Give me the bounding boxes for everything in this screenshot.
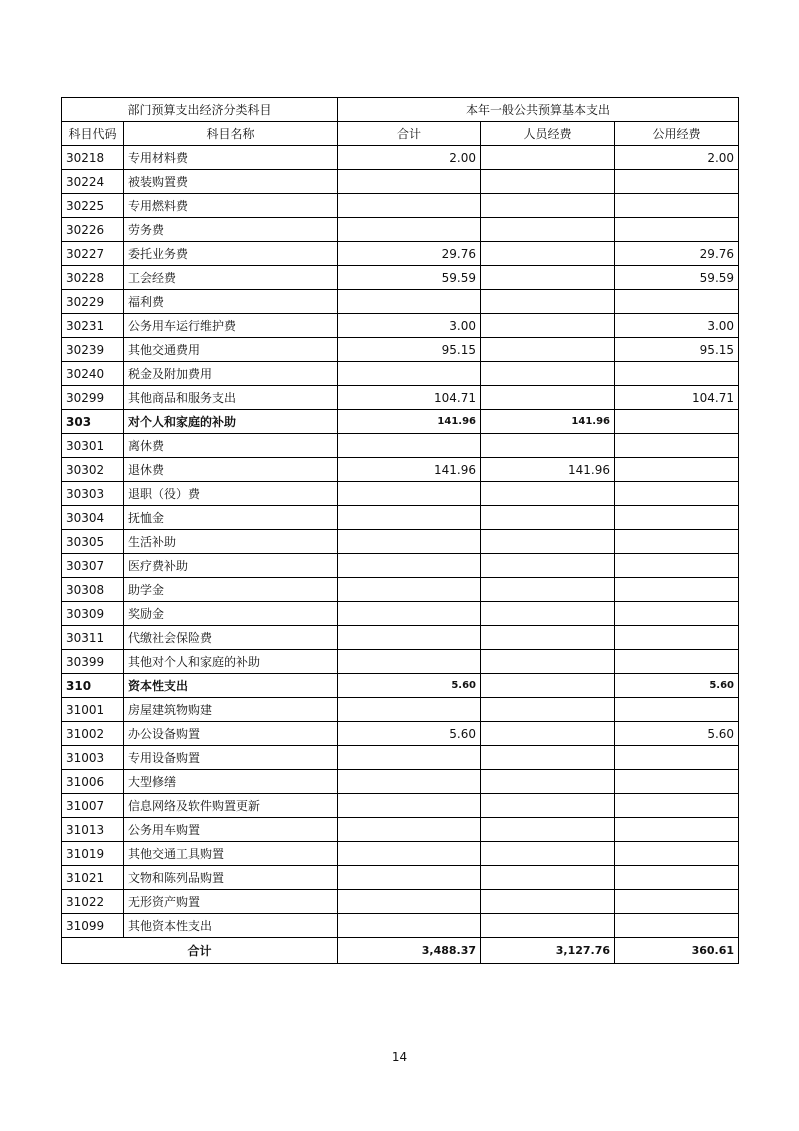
row-personnel	[481, 794, 615, 818]
row-total	[338, 626, 481, 650]
group-header-right: 本年一般公共预算基本支出	[338, 98, 739, 122]
row-name: 委托业务费	[124, 242, 338, 266]
row-public	[615, 410, 739, 434]
row-code: 31001	[62, 698, 124, 722]
table-body	[62, 146, 739, 938]
row-public	[615, 434, 739, 458]
row-name: 其他对个人和家庭的补助	[124, 650, 338, 674]
row-total	[338, 218, 481, 242]
table-row	[62, 794, 739, 818]
table-row	[62, 746, 739, 770]
row-personnel	[481, 194, 615, 218]
row-name: 退休费	[124, 458, 338, 482]
row-code: 30229	[62, 290, 124, 314]
row-name: 文物和陈列品购置	[124, 866, 338, 890]
row-public	[615, 578, 739, 602]
table-row	[62, 818, 739, 842]
table-row	[62, 266, 739, 290]
row-name: 专用设备购置	[124, 746, 338, 770]
row-total: 3.00	[338, 314, 481, 338]
table-row	[62, 602, 739, 626]
row-name: 公务用车运行维护费	[124, 314, 338, 338]
table-row	[62, 314, 739, 338]
row-code: 30218	[62, 146, 124, 170]
column-header-personnel: 人员经费	[481, 122, 615, 146]
row-public: 5.60	[615, 674, 739, 698]
row-code: 30304	[62, 506, 124, 530]
row-personnel	[481, 650, 615, 674]
row-personnel: 141.96	[481, 410, 615, 434]
row-code: 30305	[62, 530, 124, 554]
row-total	[338, 650, 481, 674]
row-total	[338, 602, 481, 626]
row-name: 房屋建筑物购建	[124, 698, 338, 722]
budget-table	[61, 97, 739, 964]
row-code: 310	[62, 674, 124, 698]
row-total	[338, 194, 481, 218]
row-total	[338, 578, 481, 602]
row-public: 5.60	[615, 722, 739, 746]
total-amount: 3,488.37	[338, 938, 481, 964]
table-column-header-row	[62, 122, 739, 146]
row-personnel	[481, 866, 615, 890]
row-public	[615, 290, 739, 314]
table-group-header-row	[62, 98, 739, 122]
row-personnel	[481, 554, 615, 578]
row-code: 31013	[62, 818, 124, 842]
row-total	[338, 170, 481, 194]
row-code: 31007	[62, 794, 124, 818]
table-row	[62, 170, 739, 194]
table-row	[62, 194, 739, 218]
table-row	[62, 290, 739, 314]
row-total	[338, 818, 481, 842]
row-code: 30311	[62, 626, 124, 650]
row-code: 30240	[62, 362, 124, 386]
row-personnel	[481, 674, 615, 698]
row-name: 专用材料费	[124, 146, 338, 170]
row-code: 30231	[62, 314, 124, 338]
column-header-public: 公用经费	[615, 122, 739, 146]
row-personnel	[481, 218, 615, 242]
row-personnel	[481, 386, 615, 410]
row-name: 其他商品和服务支出	[124, 386, 338, 410]
row-total	[338, 554, 481, 578]
row-code: 30239	[62, 338, 124, 362]
row-code: 30308	[62, 578, 124, 602]
row-public	[615, 770, 739, 794]
row-public	[615, 866, 739, 890]
row-total	[338, 746, 481, 770]
column-header-name: 科目名称	[124, 122, 338, 146]
row-name: 抚恤金	[124, 506, 338, 530]
row-total	[338, 698, 481, 722]
row-total	[338, 770, 481, 794]
table-row	[62, 554, 739, 578]
table-row	[62, 674, 739, 698]
row-public	[615, 650, 739, 674]
row-public	[615, 698, 739, 722]
row-code: 31021	[62, 866, 124, 890]
row-code: 31003	[62, 746, 124, 770]
row-name: 代缴社会保险费	[124, 626, 338, 650]
table-row	[62, 578, 739, 602]
row-code: 30226	[62, 218, 124, 242]
row-personnel	[481, 266, 615, 290]
table-row	[62, 362, 739, 386]
row-total: 141.96	[338, 458, 481, 482]
table-row	[62, 482, 739, 506]
table-total-row	[62, 938, 739, 964]
row-code: 303	[62, 410, 124, 434]
row-public	[615, 362, 739, 386]
row-personnel	[481, 506, 615, 530]
row-public	[615, 170, 739, 194]
row-personnel	[481, 818, 615, 842]
row-total	[338, 362, 481, 386]
total-public: 360.61	[615, 938, 739, 964]
row-personnel	[481, 362, 615, 386]
row-total	[338, 890, 481, 914]
row-public	[615, 194, 739, 218]
row-name: 税金及附加费用	[124, 362, 338, 386]
row-total	[338, 482, 481, 506]
row-name: 其他资本性支出	[124, 914, 338, 938]
row-public	[615, 506, 739, 530]
row-code: 31099	[62, 914, 124, 938]
column-header-code: 科目代码	[62, 122, 124, 146]
row-code: 31022	[62, 890, 124, 914]
row-public	[615, 482, 739, 506]
row-total: 141.96	[338, 410, 481, 434]
row-name: 其他交通工具购置	[124, 842, 338, 866]
row-code: 30227	[62, 242, 124, 266]
row-name: 其他交通费用	[124, 338, 338, 362]
row-code: 30302	[62, 458, 124, 482]
row-total: 104.71	[338, 386, 481, 410]
row-personnel	[481, 146, 615, 170]
row-public	[615, 914, 739, 938]
row-personnel: 141.96	[481, 458, 615, 482]
row-code: 31019	[62, 842, 124, 866]
row-public	[615, 554, 739, 578]
group-header-left: 部门预算支出经济分类科目	[62, 98, 338, 122]
row-public	[615, 818, 739, 842]
row-name: 奖励金	[124, 602, 338, 626]
row-personnel	[481, 290, 615, 314]
page-number: 14	[391, 1050, 408, 1064]
row-personnel	[481, 770, 615, 794]
row-public: 3.00	[615, 314, 739, 338]
table-row	[62, 914, 739, 938]
row-personnel	[481, 602, 615, 626]
row-name: 福利费	[124, 290, 338, 314]
row-total	[338, 434, 481, 458]
row-personnel	[481, 242, 615, 266]
row-personnel	[481, 914, 615, 938]
total-label: 合计	[62, 938, 338, 964]
row-public	[615, 458, 739, 482]
total-personnel: 3,127.76	[481, 938, 615, 964]
table-row	[62, 890, 739, 914]
table-row	[62, 650, 739, 674]
row-public: 2.00	[615, 146, 739, 170]
row-public	[615, 626, 739, 650]
table-row	[62, 626, 739, 650]
row-personnel	[481, 314, 615, 338]
table-row	[62, 698, 739, 722]
row-public	[615, 890, 739, 914]
table-row	[62, 722, 739, 746]
row-name: 专用燃料费	[124, 194, 338, 218]
row-total	[338, 866, 481, 890]
row-name: 离休费	[124, 434, 338, 458]
row-name: 被装购置费	[124, 170, 338, 194]
row-total	[338, 290, 481, 314]
row-total	[338, 794, 481, 818]
table-row	[62, 770, 739, 794]
row-personnel	[481, 338, 615, 362]
row-personnel	[481, 578, 615, 602]
row-total: 95.15	[338, 338, 481, 362]
row-public: 29.76	[615, 242, 739, 266]
row-personnel	[481, 746, 615, 770]
column-header-total: 合计	[338, 122, 481, 146]
row-code: 31006	[62, 770, 124, 794]
row-name: 信息网络及软件购置更新	[124, 794, 338, 818]
row-name: 大型修缮	[124, 770, 338, 794]
row-public	[615, 842, 739, 866]
row-name: 退职（役）费	[124, 482, 338, 506]
row-total	[338, 842, 481, 866]
row-code: 31002	[62, 722, 124, 746]
row-personnel	[481, 170, 615, 194]
row-public: 104.71	[615, 386, 739, 410]
row-total: 5.60	[338, 722, 481, 746]
row-public: 59.59	[615, 266, 739, 290]
row-name: 劳务费	[124, 218, 338, 242]
row-total: 59.59	[338, 266, 481, 290]
row-code: 30309	[62, 602, 124, 626]
row-total: 29.76	[338, 242, 481, 266]
row-code: 30224	[62, 170, 124, 194]
table-row	[62, 410, 739, 434]
table-row	[62, 434, 739, 458]
row-personnel	[481, 842, 615, 866]
row-public: 95.15	[615, 338, 739, 362]
row-name: 医疗费补助	[124, 554, 338, 578]
row-name: 资本性支出	[124, 674, 338, 698]
table-row	[62, 530, 739, 554]
row-public	[615, 530, 739, 554]
row-personnel	[481, 482, 615, 506]
row-name: 助学金	[124, 578, 338, 602]
table-row	[62, 506, 739, 530]
row-code: 30307	[62, 554, 124, 578]
row-code: 30301	[62, 434, 124, 458]
row-code: 30225	[62, 194, 124, 218]
row-name: 工会经费	[124, 266, 338, 290]
row-public	[615, 746, 739, 770]
row-name: 对个人和家庭的补助	[124, 410, 338, 434]
row-total: 2.00	[338, 146, 481, 170]
table-row	[62, 842, 739, 866]
table-row	[62, 218, 739, 242]
row-public	[615, 602, 739, 626]
row-name: 办公设备购置	[124, 722, 338, 746]
table-row	[62, 458, 739, 482]
row-personnel	[481, 722, 615, 746]
row-personnel	[481, 530, 615, 554]
row-public	[615, 794, 739, 818]
row-code: 30399	[62, 650, 124, 674]
row-personnel	[481, 626, 615, 650]
row-name: 公务用车购置	[124, 818, 338, 842]
row-name: 无形资产购置	[124, 890, 338, 914]
row-name: 生活补助	[124, 530, 338, 554]
row-personnel	[481, 890, 615, 914]
row-total: 5.60	[338, 674, 481, 698]
row-code: 30303	[62, 482, 124, 506]
row-code: 30228	[62, 266, 124, 290]
row-total	[338, 506, 481, 530]
row-total	[338, 530, 481, 554]
row-personnel	[481, 434, 615, 458]
table-row	[62, 866, 739, 890]
row-total	[338, 914, 481, 938]
row-public	[615, 218, 739, 242]
row-personnel	[481, 698, 615, 722]
table-row	[62, 146, 739, 170]
row-code: 30299	[62, 386, 124, 410]
table-row	[62, 338, 739, 362]
table-row	[62, 242, 739, 266]
table-row	[62, 386, 739, 410]
